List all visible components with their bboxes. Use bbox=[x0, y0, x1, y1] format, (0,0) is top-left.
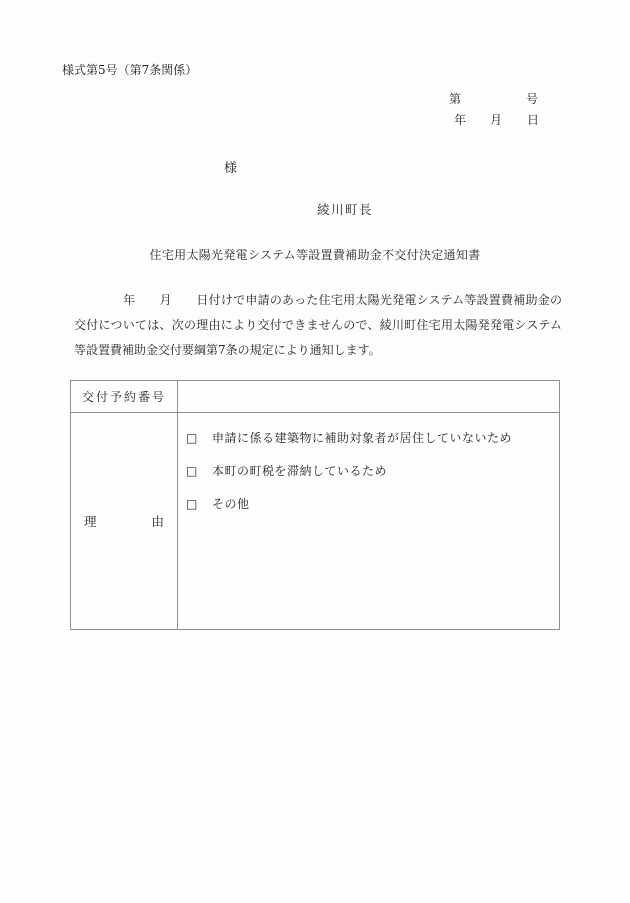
reason-item bbox=[186, 421, 551, 454]
reason-item bbox=[186, 487, 551, 520]
doc-number-suffix: 号 bbox=[526, 92, 539, 106]
reasons-cell bbox=[178, 413, 559, 629]
reservation-number-value bbox=[178, 381, 559, 413]
date-month-label: 月 bbox=[490, 113, 503, 127]
reason-label bbox=[71, 512, 177, 530]
checkbox-icon: □ bbox=[186, 463, 198, 478]
reason-text: 申請に係る建築物に補助対象者が居住していないため bbox=[212, 431, 513, 445]
checkbox-icon: □ bbox=[186, 496, 198, 511]
addressee-honorific: 様 bbox=[224, 161, 238, 176]
body-paragraph: 年 月 日付けで申請のあった住宅用太陽光発電システム等設置費補助金の交付については、次の理由により交付できませんので、綾川町住宅用太陽発発電システム等設置費補助金交付要綱第7条の規定により通知します。 bbox=[74, 293, 562, 357]
sender-name: 綾川町長 bbox=[317, 202, 374, 217]
form-number-label: 様式第5号（第7条関係） bbox=[62, 63, 198, 77]
reason-label-left: 理 bbox=[84, 514, 97, 529]
reason-text: その他 bbox=[212, 497, 250, 511]
reservation-number-label: 交付予約番号 bbox=[71, 381, 178, 413]
document-title: 住宅用太陽光発電システム等設置費補助金不交付決定通知書 bbox=[149, 248, 481, 262]
doc-number-prefix: 第 bbox=[449, 92, 462, 106]
checkbox-icon: □ bbox=[186, 430, 198, 445]
date-day-label: 日 bbox=[527, 113, 540, 127]
reason-label-right: 由 bbox=[151, 514, 164, 529]
reason-text: 本町の町税を滞納しているため bbox=[212, 464, 388, 478]
reason-label-cell bbox=[71, 413, 178, 629]
reason-item bbox=[186, 454, 551, 487]
form-table bbox=[70, 380, 560, 630]
date-year-label: 年 bbox=[454, 113, 467, 127]
